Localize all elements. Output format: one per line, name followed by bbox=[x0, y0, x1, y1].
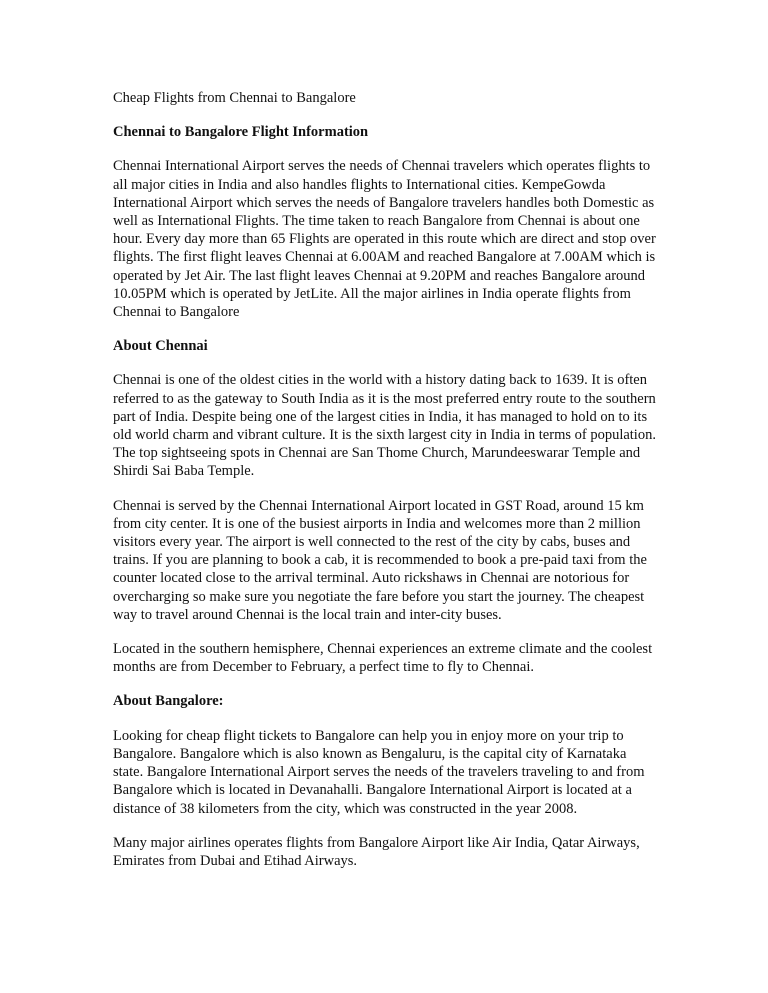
paragraph-chennai-history: Chennai is one of the oldest cities in the world with a history dating back to 1639. It is often referred to as the gateway to South India as it is the most preferred entry route to the southern part of India. Despite being one of the largest cities in India, it has managed to hold on to its old world charm and vibrant culture. It is the sixth largest city in India in terms of population. The top sightseeing spots in Chennai are San Thome Church, Marundeeswarar Temple and Shirdi Sai Baba Temple. bbox=[113, 372, 656, 480]
document-title: Cheap Flights from Chennai to Bangalore bbox=[113, 90, 356, 106]
paragraph-chennai-airport: Chennai is served by the Chennai International Airport located in GST Road, around 15 km from city center. It is one of the busiest airports in India and welcomes more than 2 million visitors every year. The airport is well connected to the rest of the city by cabs, buses and trains. If you are planning to book a cab, it is recommended to book a pre-paid taxi from the counter located close to the arrival terminal. Auto rickshaws in Chennai are notorious for overcharging so make sure you negotiate the fare before you start the journey. The cheapest way to travel around Chennai is the local train and inter-city buses. bbox=[113, 497, 647, 623]
heading-about-bangalore: About Bangalore: bbox=[113, 693, 224, 710]
heading-flight-information: Chennai to Bangalore Flight Information bbox=[113, 124, 369, 141]
paragraph-flight-information: Chennai International Airport serves the needs of Chennai travelers which operates flights to all major cities in India and also handles flights to International cities. KempeGowda International Airport which serves the needs of Bangalore travelers handles both Domestic as well as International Flights. The time taken to reach Bangalore from Chennai is about one hour. Every day more than 65 Flights are operated in this route which are direct and stop over flights. The first flight leaves Chennai at 6.00AM and reached Bangalore at 7.00AM which is operated by Jet Air. The last flight leaves Chennai at 9.20PM and reaches Bangalore around 10.05PM which is operated by JetLite. All the major airlines in India operate flights from Chennai to Bangalore bbox=[113, 158, 656, 321]
paragraph-chennai-climate: Located in the southern hemisphere, Chennai experiences an extreme climate and the coolest months are from December to February, a perfect time to fly to Chennai. bbox=[113, 641, 653, 676]
paragraph-bangalore-airlines: Many major airlines operates flights from Bangalore Airport like Air India, Qatar Airways, Emirates from Dubai and Etihad Airways. bbox=[113, 834, 640, 869]
heading-about-chennai: About Chennai bbox=[113, 338, 208, 355]
paragraph-bangalore-overview: Looking for cheap flight tickets to Bangalore can help you in enjoy more on your trip to Bangalore. Bangalore which is also known as Bengaluru, is the capital city of Karnataka state. Bangalore International Airport serves the needs of the travelers traveling to and from Bangalore which is located in Devanahalli. Bangalore International Airport is located at a distance of 38 kilometers from the city, which was constructed in the year 2008. bbox=[113, 727, 645, 817]
document-page bbox=[113, 89, 658, 886]
